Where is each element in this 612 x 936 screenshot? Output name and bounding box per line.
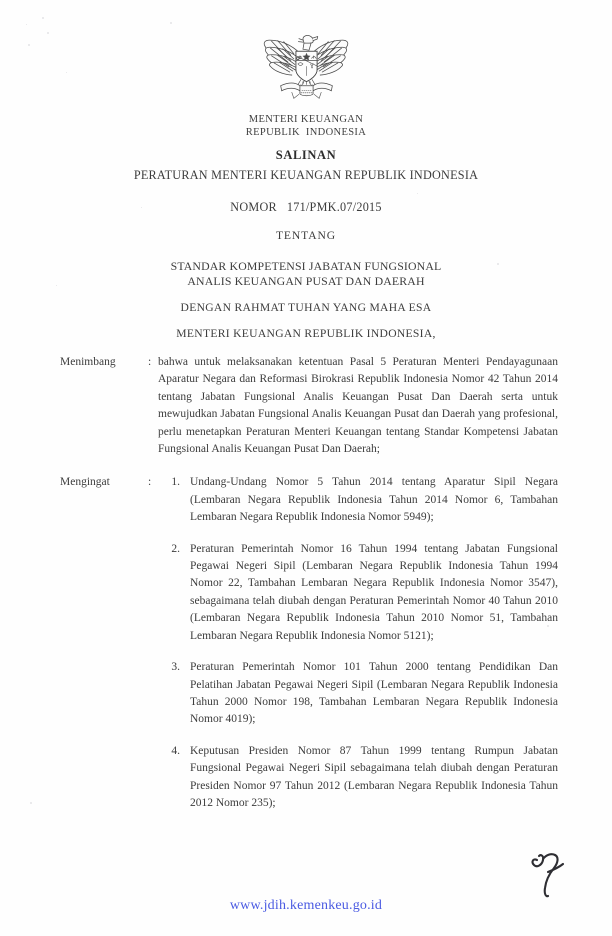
list-item-text: Undang-Undang Nomor 5 Tahun 2014 tentang Aparatur Sipil Negara (Lembaran Negara Republik Indonesia Tahun 2014 Nomor 6, Tambahan Lembaran Negara Republik Indonesia Nomor 5949); [190, 476, 558, 524]
clause-menimbang [60, 354, 558, 458]
subject-line-2: ANALIS KEUANGAN PUSAT DAN DAERAH [187, 274, 425, 288]
footer-url[interactable]: www.jdih.kemenkeu.go.id [229, 898, 383, 913]
list-item [158, 743, 558, 813]
clause-colon: : [148, 476, 152, 489]
clause-mengingat [60, 474, 558, 812]
regulation-title: PERATURAN MENTERI KEUANGAN REPUBLIK INDONESIA [133, 168, 479, 182]
scan-speckle [42, 17, 44, 19]
list-item-number: 1. [171, 476, 180, 489]
ministry-line-1: MENTERI KEUANGAN [248, 114, 364, 125]
nomor-label: NOMOR [230, 200, 277, 214]
nomor-value: 171/PMK.07/2015 [286, 200, 382, 214]
legal-basis-list [158, 474, 558, 812]
ministry-heading [0, 114, 612, 139]
list-item [158, 541, 558, 645]
list-item-text: Peraturan Pemerintah Nomor 101 Tahun 2000 tentang Pendidikan Dan Pelatihan Jabatan Pegawai Negeri Sipil (Lembaran Negara Republik Indonesia Tahun 2000 Nomor 198, Tambahan Lembaran Negara Republik Indonesia Nomor 4019); [190, 661, 558, 726]
clause-paragraph: bahwa untuk melaksanakan ketentuan Pasal 5 Peraturan Menteri Pendayagunaan Aparatur Negara dan Reformasi Birokrasi Republik Indonesia Nomor 42 Tahun 2014 tentang Jabatan Fungsional Analis Keuangan Pusat Dan Daerah serta untuk mewujudkan Jabatan Fungsional Analis Keuangan Pusat dan Daerah yang profesional, perlu menetapkan Peraturan Menteri Keuangan tentang Standar Kompetensi Jabatan Fungsional Analis Keuangan Pusat Dan Daerah; [158, 356, 558, 456]
emblem-container [0, 32, 612, 108]
clauses-section [60, 354, 558, 812]
scan-speckle [30, 802, 32, 804]
list-item-number: 4. [171, 744, 180, 757]
scan-speckle [170, 22, 172, 24]
handwritten-paraf-initial [528, 848, 574, 902]
subject-title [0, 259, 612, 289]
scan-speckle [26, 24, 27, 25]
ministry-line-2: REPUBLIK INDONESIA [245, 126, 367, 138]
copy-stamp: SALINAN [275, 148, 337, 162]
garuda-pancasila-emblem [260, 32, 352, 108]
list-item [158, 474, 558, 526]
list-item-text: Keputusan Presiden Nomor 87 Tahun 1999 tentang Rumpun Jabatan Fungsional Pegawai Negeri Sipil sebagaimana telah diubah dengan Peraturan Presiden Nomor 97 Tahun 2012 (Lembaran Negara Republik Indonesia Tahun 2012 Nomor 235); [190, 744, 558, 809]
regulation-number-line [0, 200, 612, 215]
blessing-line: DENGAN RAHMAT TUHAN YANG MAHA ESA [180, 301, 432, 314]
clause-label-mengingat: Mengingat [60, 476, 110, 489]
list-item [158, 659, 558, 729]
clause-colon: : [148, 356, 152, 368]
clause-label-menimbang: Menimbang [60, 356, 116, 368]
list-item-number: 2. [171, 542, 180, 555]
subject-line-1: STANDAR KOMPETENSI JABATAN FUNGSIONAL [170, 259, 442, 273]
tentang-label: TENTANG [275, 229, 337, 242]
scan-speckle [417, 193, 418, 194]
clause-body-menimbang [158, 354, 558, 458]
authority-line: MENTERI KEUANGAN REPUBLIK INDONESIA, [176, 327, 436, 340]
list-item-text: Peraturan Pemerintah Nomor 16 Tahun 1994 tentang Jabatan Fungsional Pegawai Negeri Sipil (Lembaran Negara Republik Indonesia Tahun 1994 Nomor 22, Tambahan Lembaran Negara Republik Indonesia Nomor 3547), sebagaimana telah diubah dengan Peraturan Pemerintah Nomor 40 Tahun 2010 (Lembaran Negara Republik Indonesia Tahun 2010 Nomor 51, Tambahan Lembaran Negara Republik Indonesia Nomor 5121); [190, 542, 558, 642]
clause-body-mengingat [158, 474, 558, 812]
list-item-number: 3. [171, 661, 180, 674]
